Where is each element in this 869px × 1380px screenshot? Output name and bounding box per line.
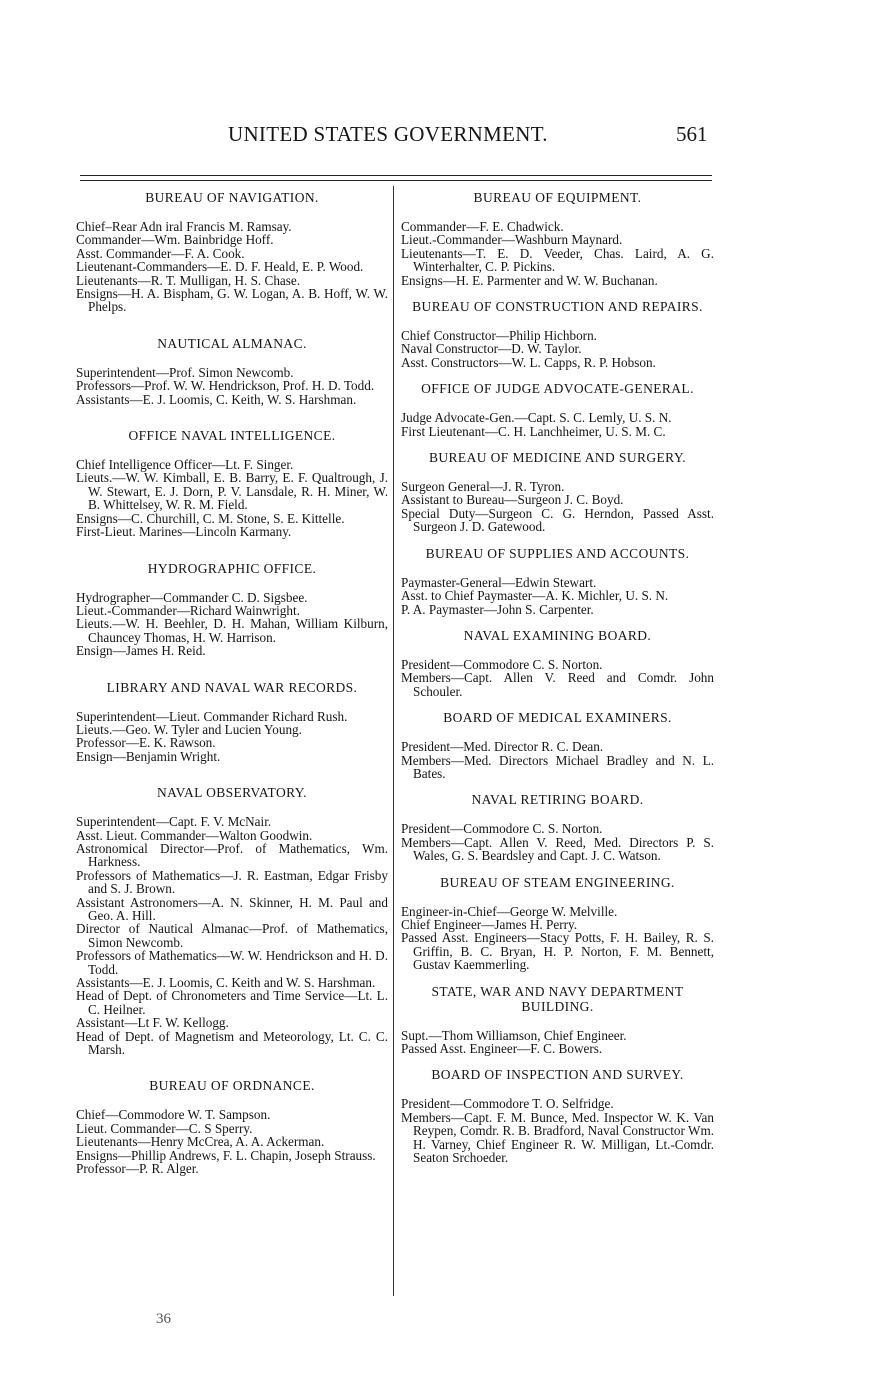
personnel-entry: Lieut. Commander—C. S Sperry. — [76, 1120, 253, 1136]
section-title: BUREAU OF STEAM ENGINEERING. — [440, 874, 675, 890]
personnel-entry: First Lieutenant—C. H. Lanchheimer, U. S. M. C. — [401, 423, 666, 439]
personnel-entry: Assistant to Bureau—Surgeon J. C. Boyd. — [401, 492, 624, 508]
section-bureau-of-construction-and-repairs — [401, 299, 714, 369]
personnel-entry: Surgeon General—J. R. Tyron. — [401, 479, 565, 495]
personnel-entry: Engineer-in-Chief—George W. Melville. — [401, 903, 618, 919]
personnel-entry: Lieuts.—W. H. Beehler, D. H. Mahan, William Kilburn, Chauncey Thomas, H. W. Harrison. — [76, 616, 388, 645]
section-library-and-naval-war-records — [76, 680, 388, 764]
personnel-entry: Ensign—James H. Reid. — [76, 643, 206, 659]
section-bureau-of-steam-engineering — [401, 875, 714, 972]
section-title: HYDROGRAPHIC OFFICE. — [147, 560, 317, 576]
section-nautical-almanac — [76, 336, 388, 406]
personnel-entry: Professors of Mathematics—W. W. Hendrickson and H. D. Todd. — [76, 948, 388, 977]
personnel-entry: Passed Asst. Engineer—F. C. Bowers. — [401, 1041, 603, 1056]
personnel-entry: Chief–Rear Adn iral Francis M. Ramsay. — [76, 219, 292, 234]
personnel-entry: Commander—F. E. Chadwick. — [401, 219, 564, 234]
personnel-entry: Assistant Astronomers—A. N. Skinner, H. M. Paul and Geo. A. Hill. — [76, 894, 388, 923]
personnel-entry: Ensigns—C. Churchill, C. M. Stone, S. E. Kittelle. — [76, 510, 345, 526]
personnel-entry: Lieutenants—R. T. Mulligan, H. S. Chase. — [76, 272, 301, 288]
entry-list — [401, 1029, 714, 1056]
personnel-entry: Naval Constructor—D. W. Taylor. — [401, 341, 582, 357]
section-title: OFFICE NAVAL INTELLIGENCE. — [128, 428, 336, 444]
personnel-entry: Special Duty—Surgeon C. G. Herndon, Passed Asst. Surgeon J. D. Gatewood. — [401, 505, 714, 535]
section-title: BOARD OF MEDICAL EXAMINERS. — [443, 710, 672, 726]
section-title: BOARD OF INSPECTION AND SURVEY. — [431, 1067, 684, 1083]
entry-list — [401, 1097, 714, 1164]
personnel-entry: Asst. Constructors—W. L. Capps, R. P. Hobson. — [401, 354, 656, 370]
personnel-entry: Professor—P. R. Alger. — [76, 1161, 199, 1177]
personnel-entry: Lieuts.—W. W. Kimball, E. B. Barry, E. F. Qualtrough, J. W. Stewart, E. J. Dorn, P. V. Lansdale, R. H. Miner, W. B. Whittelsey, W. R. M. Field. — [76, 470, 388, 513]
section-office-naval-intelligence — [76, 428, 388, 538]
personnel-entry: Members—Med. Directors Michael Bradley and N. L. Bates. — [401, 752, 714, 781]
personnel-entry: Ensigns—Phillip Andrews, F. L. Chapin, Joseph Strauss. — [76, 1147, 376, 1163]
personnel-entry: Asst. to Chief Paymaster—A. K. Michler, U. S. N. — [401, 588, 669, 604]
personnel-entry: Members—Capt. F. M. Bunce, Med. Inspector W. K. Van Reypen, Comdr. R. B. Bradford, Naval Constructor Wm. H. Varney, Chief Engineer R. W. Milligan, Lt.-Comdr. Seaton Srchoeder. — [401, 1109, 714, 1166]
personnel-entry: Astronomical Director—Prof. of Mathematics, Wm. Harkness. — [76, 840, 388, 870]
section-title: NAVAL OBSERVATORY. — [157, 785, 307, 801]
section-office-of-judge-advocate-general — [401, 381, 714, 438]
personnel-entry: Director of Nautical Almanac—Prof. of Mathematics, Simon Newcomb. — [76, 921, 388, 950]
page-title: UNITED STATES GOVERNMENT. — [228, 122, 548, 146]
personnel-entry: Professors—Prof. W. W. Hendrickson, Prof. H. D. Todd. — [76, 378, 375, 394]
personnel-entry: Superintendent—Prof. Simon Newcomb. — [76, 364, 294, 380]
section-title: BUREAU OF CONSTRUCTION AND REPAIRS. — [412, 299, 703, 315]
personnel-entry: Chief Intelligence Officer—Lt. F. Singer. — [76, 457, 294, 473]
entry-list — [76, 366, 388, 406]
personnel-entry: Lieutenants—T. E. D. Veeder, Chas. Laird, A. G. Winterhalter, C. P. Pickins. — [401, 245, 714, 275]
section-bureau-of-ordnance — [76, 1078, 388, 1175]
personnel-entry: President—Commodore C. S. Norton. — [401, 821, 603, 837]
personnel-entry: President—Commodore C. S. Norton. — [401, 656, 603, 672]
section-title: NAVAL RETIRING BOARD. — [471, 792, 644, 808]
personnel-entry: Members—Capt. Allen V. Reed, Med. Directors P. S. Wales, G. S. Beardsley and Capt. J. C. Watson. — [401, 834, 714, 864]
personnel-entry: First-Lieut. Marines—Lincoln Karmany. — [76, 524, 292, 540]
personnel-entry: Assistants—E. J. Loomis, C. Keith and W. S. Harshman. — [76, 975, 376, 991]
personnel-entry: Chief Constructor—Philip Hichborn. — [401, 328, 597, 344]
entry-list — [76, 220, 388, 314]
right-column — [401, 190, 714, 1176]
section-title: OFFICE OF JUDGE ADVOCATE-GENERAL. — [421, 381, 694, 397]
header-rule-top — [80, 175, 712, 176]
entry-list — [401, 480, 714, 534]
personnel-entry: President—Med. Director R. C. Dean. — [401, 739, 604, 755]
entry-list — [76, 710, 388, 764]
section-bureau-of-supplies-and-accounts — [401, 546, 714, 616]
personnel-entry: Supt.—Thom Williamson, Chief Engineer. — [401, 1027, 627, 1043]
header-rule-bottom — [80, 180, 712, 181]
section-naval-observatory — [76, 785, 388, 1056]
personnel-entry: Asst. Commander—F. A. Cook. — [76, 245, 245, 261]
entry-list — [76, 458, 388, 538]
left-column — [76, 190, 388, 1198]
personnel-entry: Assistants—E. J. Loomis, C. Keith, W. S. Harshman. — [76, 391, 357, 407]
entry-list — [401, 329, 714, 369]
page-number: 561 — [676, 122, 708, 146]
section-title: STATE, WAR AND NAVY DEPARTMENT BUILDING. — [431, 983, 684, 1014]
personnel-entry: Superintendent—Lieut. Commander Richard Rush. — [76, 708, 348, 724]
personnel-entry: Paymaster-General—Edwin Stewart. — [401, 574, 597, 590]
column-divider — [393, 186, 394, 1296]
section-title: BUREAU OF ORDNANCE. — [149, 1078, 315, 1094]
personnel-entry: Superintendent—Capt. F. V. McNair. — [76, 814, 272, 830]
entry-list — [401, 411, 714, 438]
personnel-entry: Chief—Commodore W. T. Sampson. — [76, 1107, 271, 1123]
page-header — [0, 122, 869, 152]
personnel-entry: Lieuts.—Geo. W. Tyler and Lucien Young. — [76, 721, 302, 737]
personnel-entry: Lieutenant-Commanders—E. D. F. Heald, E. P. Wood. — [76, 259, 364, 275]
personnel-entry: P. A. Paymaster—John S. Carpenter. — [401, 601, 594, 617]
section-board-of-medical-examiners — [401, 710, 714, 780]
signature-mark: 36 — [156, 1311, 171, 1327]
entry-list — [401, 740, 714, 780]
personnel-entry: Lieut.-Commander—Washburn Maynard. — [401, 232, 623, 248]
personnel-entry: Members—Capt. Allen V. Reed and Comdr. John Schouler. — [401, 670, 714, 699]
section-title: NAUTICAL ALMANAC. — [157, 335, 307, 351]
personnel-entry: Asst. Lieut. Commander—Walton Goodwin. — [76, 827, 313, 843]
personnel-entry: Commander—Wm. Bainbridge Hoff. — [76, 232, 274, 248]
personnel-entry: Judge Advocate-Gen.—Capt. S. C. Lemly, U. S. N. — [401, 410, 672, 426]
section-title: BUREAU OF SUPPLIES AND ACCOUNTS. — [425, 545, 690, 561]
entry-list — [401, 822, 714, 862]
personnel-entry: Assistant—Lt F. W. Kellogg. — [76, 1015, 229, 1031]
section-title: LIBRARY AND NAVAL WAR RECORDS. — [106, 679, 358, 695]
personnel-entry: Chief Engineer—James H. Perry. — [401, 916, 578, 932]
entry-list — [76, 1108, 388, 1175]
personnel-entry: Hydrographer—Commander C. D. Sigsbee. — [76, 589, 308, 605]
section-state-war-and-navy-department-building — [401, 984, 714, 1056]
section-hydrographic-office — [76, 561, 388, 658]
section-bureau-of-navigation — [76, 190, 388, 314]
personnel-entry: Passed Asst. Engineers—Stacy Potts, F. H. Bailey, R. S. Griffin, B. C. Bryan, H. P. Norton, F. M. Bennett, Gustav Kaemmerling. — [401, 930, 714, 973]
personnel-entry: Professor—E. K. Rawson. — [76, 735, 216, 751]
personnel-entry: Ensigns—H. E. Parmenter and W. W. Buchanan. — [401, 272, 658, 288]
personnel-entry: Head of Dept. of Magnetism and Meteorology, Lt. C. C. Marsh. — [76, 1028, 388, 1058]
section-title: BUREAU OF EQUIPMENT. — [473, 190, 642, 205]
entry-list — [76, 815, 388, 1056]
section-title: BUREAU OF MEDICINE AND SURGERY. — [428, 450, 687, 466]
section-naval-examining-board — [401, 628, 714, 698]
entry-list — [76, 591, 388, 658]
section-title: BUREAU OF NAVIGATION. — [145, 190, 319, 205]
section-board-of-inspection-and-survey — [401, 1067, 714, 1164]
entry-list — [401, 658, 714, 698]
entry-list — [401, 905, 714, 972]
personnel-entry: Lieutenants—Henry McCrea, A. A. Ackerman. — [76, 1134, 325, 1150]
personnel-entry: Head of Dept. of Chronometers and Time Service—Lt. L. C. Heilner. — [76, 988, 388, 1017]
personnel-entry: Ensign—Benjamin Wright. — [76, 748, 221, 764]
section-naval-retiring-board — [401, 792, 714, 862]
section-bureau-of-equipment — [401, 190, 714, 287]
entry-list — [401, 220, 714, 287]
entry-list — [401, 576, 714, 616]
personnel-entry: Professors of Mathematics—J. R. Eastman, Edgar Frisby and S. J. Brown. — [76, 867, 388, 897]
section-bureau-of-medicine-and-surgery — [401, 450, 714, 534]
personnel-entry: Lieut.-Commander—Richard Wainwright. — [76, 602, 300, 618]
section-title: NAVAL EXAMINING BOARD. — [463, 627, 652, 643]
personnel-entry: Ensigns—H. A. Bispham, G. W. Logan, A. B. Hoff, W. W. Phelps. — [76, 286, 388, 315]
personnel-entry: President—Commodore T. O. Selfridge. — [401, 1096, 614, 1112]
